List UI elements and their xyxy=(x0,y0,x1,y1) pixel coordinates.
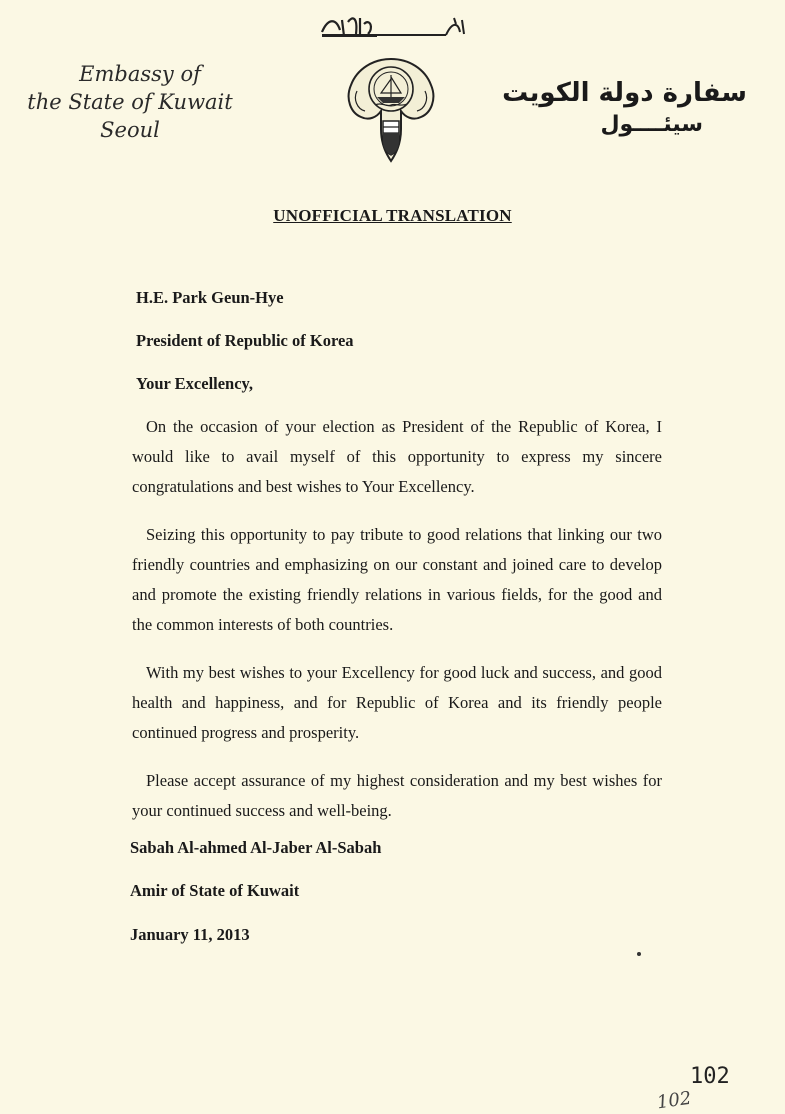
embassy-name-english xyxy=(20,60,240,144)
embassy-line-3: Seoul xyxy=(100,118,160,142)
document-heading: UNOFFICIAL TRANSLATION xyxy=(273,206,512,225)
recipient-title: President of Republic of Korea xyxy=(136,331,354,350)
embassy-line-2: the State of Kuwait xyxy=(27,90,233,114)
recipient-name: H.E. Park Geun-Hye xyxy=(136,288,284,307)
embassy-name-arabic-line: سفارة دولة الكويت xyxy=(502,78,747,108)
handwritten-page-number: 102 xyxy=(655,1087,693,1114)
basmala-calligraphy-icon xyxy=(318,14,468,42)
signatory-title: Amir of State of Kuwait xyxy=(130,881,300,900)
salutation: Your Excellency, xyxy=(136,374,254,393)
paragraph-2: Seizing this opportunity to pay tribute to good relations that linking our two friendly countries and emphasizing on our constant and joined care to develop and promote the existing friendly relations in various fields, for the good and the common interests of both countries. xyxy=(132,525,662,634)
paragraph-1: On the occasion of your election as President of the Republic of Korea, I would like to avail myself of this opportunity to express my sincere congratulations and best wishes to Your Excellency. xyxy=(132,417,662,496)
ink-dot xyxy=(637,952,641,956)
embassy-line-1: Embassy of xyxy=(79,62,201,86)
embassy-name-arabic xyxy=(502,78,747,140)
embassy-city-arabic: سيئــــول xyxy=(600,112,703,137)
letter-body xyxy=(132,288,662,844)
letter-date: January 11, 2013 xyxy=(130,925,250,944)
paragraph-4: Please accept assurance of my highest consideration and my best wishes for your continued success and well-being. xyxy=(132,771,662,820)
page-number: 102 xyxy=(690,1064,730,1089)
signatory-name: Sabah Al-ahmed Al-Jaber Al-Sabah xyxy=(130,838,382,857)
paragraph-3: With my best wishes to your Excellency for good luck and success, and good health and happiness, and for Republic of Korea and its friendly people continued progress and prosperity. xyxy=(132,663,662,742)
kuwait-emblem-icon xyxy=(343,55,439,165)
